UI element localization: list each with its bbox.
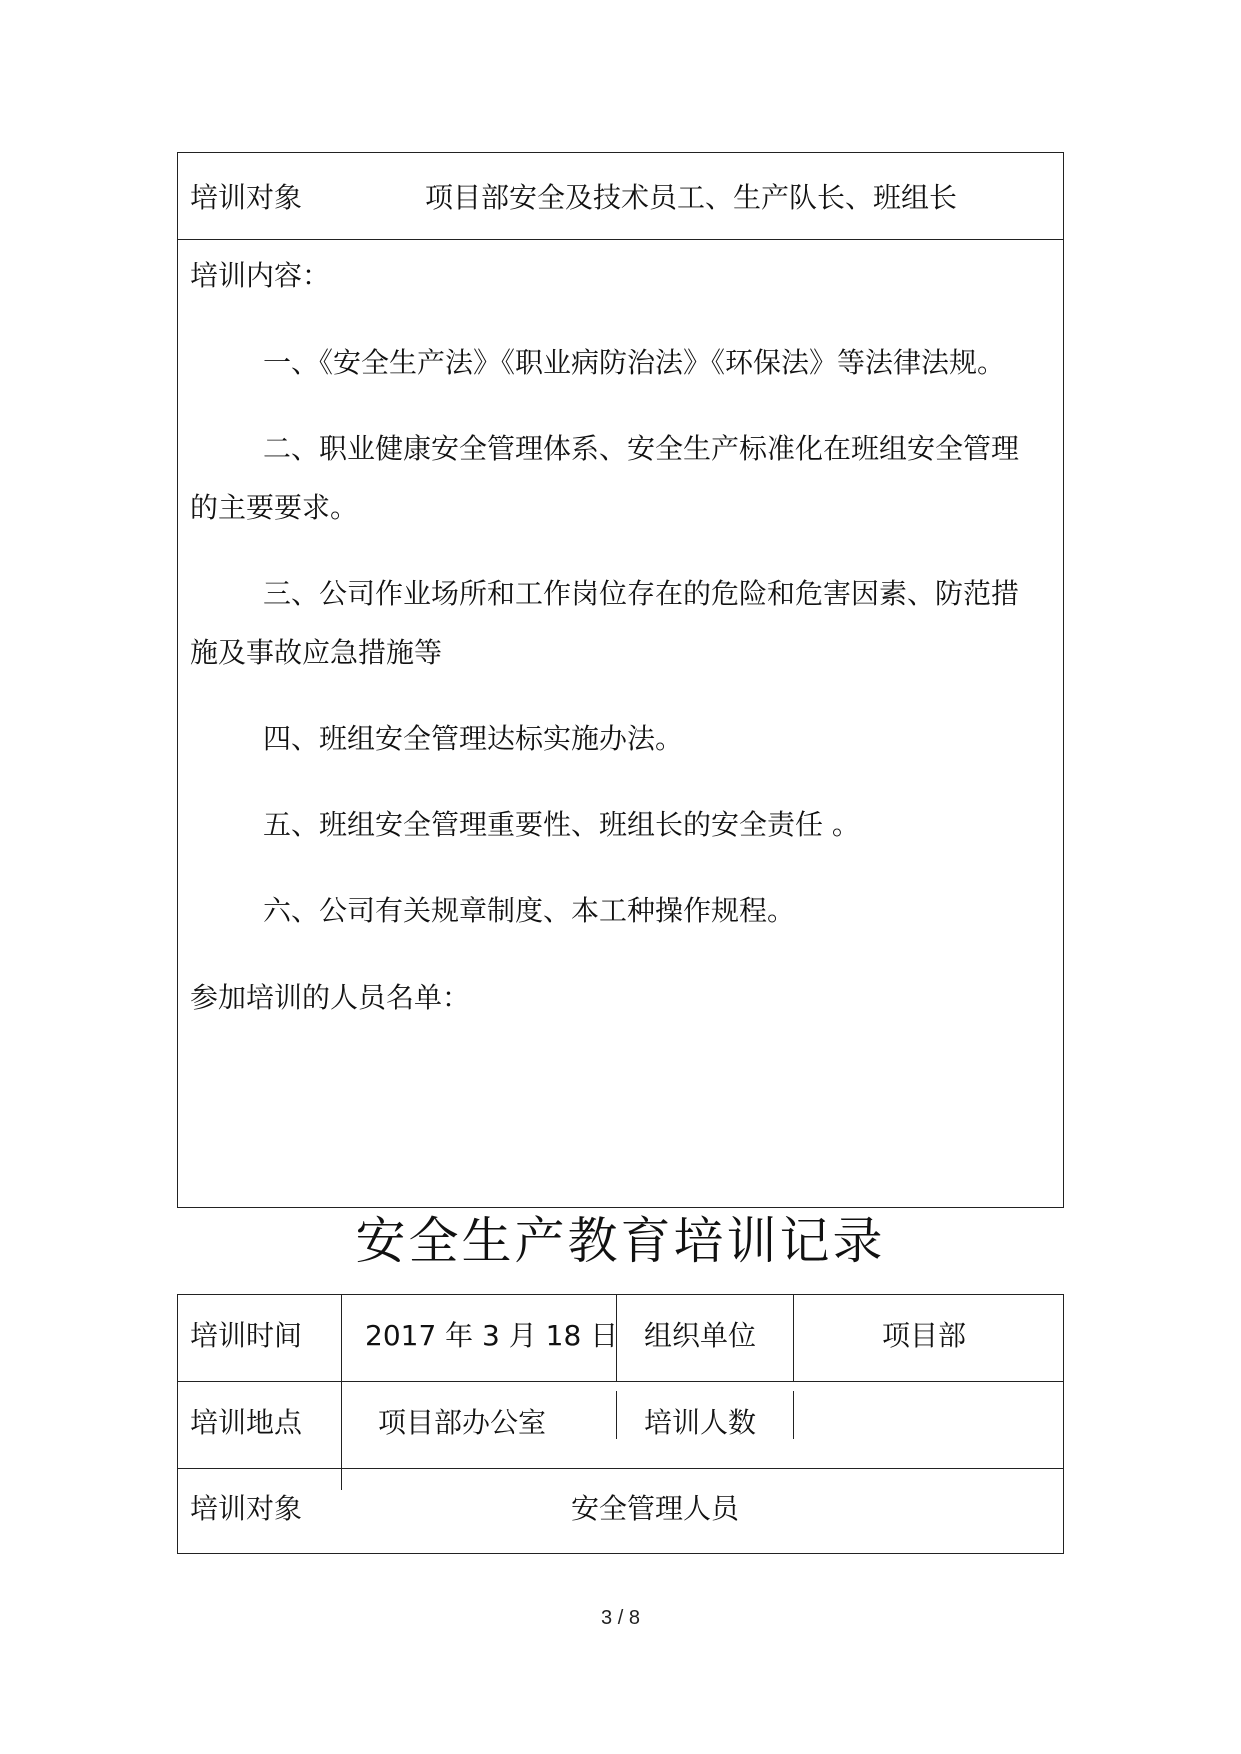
page-number: 3 / 8 <box>601 1607 640 1629</box>
content-item-3: 三、公司作业场所和工作岗位存在的危险和危害因素、防范措 <box>263 577 1020 610</box>
row-divider <box>178 1468 1063 1469</box>
content-item-1: 一、《安全生产法》《职业病防治法》《环保法》等法律法规。 <box>263 346 1006 379</box>
content-item-5: 五、班组安全管理重要性、班组长的安全责任 。 <box>263 808 860 841</box>
content-item-6: 六、公司有关规章制度、本工种操作规程。 <box>263 894 796 927</box>
training-place-label: 培训地点 <box>190 1406 303 1439</box>
training-time-value: 2017 年 3 月 18 日 <box>365 1319 619 1352</box>
training-target-value: 安全管理人员 <box>571 1492 740 1525</box>
column-divider-fragment <box>616 1391 617 1439</box>
column-divider <box>793 1295 794 1381</box>
training-time-label: 培训时间 <box>190 1319 303 1352</box>
training-record-table <box>177 1294 1064 1554</box>
training-place-value: 项目部办公室 <box>378 1406 547 1439</box>
content-item-3-cont: 施及事故应急措施等 <box>190 636 443 669</box>
column-divider-fragment <box>341 1468 342 1490</box>
training-target-label: 培训对象 <box>190 181 303 214</box>
content-item-4: 四、班组安全管理达标实施办法。 <box>263 722 684 755</box>
row-divider <box>178 1381 1063 1382</box>
attendee-count-label: 培训人数 <box>644 1406 757 1439</box>
training-content-table <box>177 152 1064 1208</box>
document-title: 安全生产教育培训记录 <box>355 1212 886 1270</box>
training-target-row <box>178 153 1063 240</box>
content-item-2-cont: 的主要要求。 <box>190 491 359 524</box>
content-item-2: 二、职业健康安全管理体系、安全生产标准化在班组安全管理 <box>263 432 1020 465</box>
column-divider <box>341 1295 342 1468</box>
training-content-label: 培训内容： <box>190 259 331 292</box>
training-target-label: 培训对象 <box>190 1492 303 1525</box>
organizer-value: 项目部 <box>882 1319 967 1352</box>
column-divider-fragment <box>793 1391 794 1439</box>
training-target-value: 项目部安全及技术员工、生产队长、班组长 <box>425 181 958 214</box>
organizer-label: 组织单位 <box>644 1319 757 1352</box>
participants-label: 参加培训的人员名单： <box>190 981 471 1014</box>
training-content-cell <box>178 240 1063 1207</box>
